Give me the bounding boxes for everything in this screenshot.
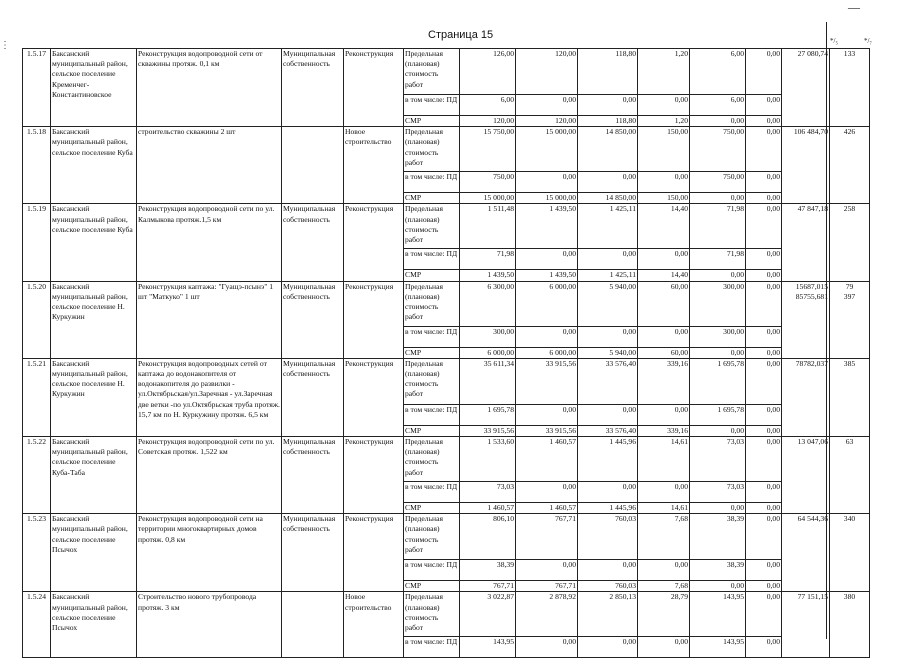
row-cost-label: в том числе: ПД [404,482,460,503]
row-value-cell: 750,00 [460,172,516,193]
row-value-cell: 0,00 [638,326,690,347]
row-value-cell: 760,03 [578,514,638,560]
row-work-type: Реконструкция [344,514,404,592]
row-cost-label: Предельная (плановая) стоимость работ [404,514,460,560]
row-value-cell: 0,00 [746,270,782,281]
row-cost-label: в том числе: ПД [404,560,460,581]
row-value-cell: 14 850,00 [578,127,638,172]
row-count: 79 397 [830,281,870,358]
row-value-cell: 38,39 [460,560,516,581]
row-value-cell: 0,00 [638,560,690,581]
row-total-cost: 47 847,18 [782,204,830,281]
table-row [23,514,870,560]
row-id: 1.5.18 [23,127,51,204]
row-value-cell: 0,00 [690,425,746,436]
row-value-cell: 1 460,57 [460,503,516,514]
row-value-cell: 0,00 [746,49,782,95]
row-cost-label: Предельная (плановая) стоимость работ [404,49,460,95]
row-value-cell: 1,20 [638,116,690,127]
row-description: Реконструкция водопроводной сети на территории многоквартирных домов протяж. 0,8 км [137,514,282,592]
row-value-cell: 0,00 [746,592,782,637]
row-cost-label: СМР [404,116,460,127]
page-title: Страница 15 [428,29,494,41]
row-value-cell: 73,03 [690,482,746,503]
row-value-cell: 15 000,00 [516,127,578,172]
row-location: Баксанский муниципальный район, сельское поселение Куба-Таба [51,437,137,514]
table-row [23,127,870,172]
row-value-cell: 15 000,00 [516,193,578,204]
row-id: 1.5.17 [23,49,51,127]
row-total-cost: 64 544,36 [782,514,830,592]
row-value-cell: 33 915,56 [516,425,578,436]
row-value-cell: 60,00 [638,347,690,358]
row-value-cell: 0,00 [516,326,578,347]
row-description: Строительство нового трубопровода протяж. 3 км [137,592,282,658]
row-value-cell: 0,00 [578,326,638,347]
row-value-cell: 0,00 [746,347,782,358]
row-value-cell: 0,00 [746,482,782,503]
row-cost-label: СМР [404,193,460,204]
row-ownership: Муниципальная собственность [282,514,344,592]
row-total-cost: 27 080,74 [782,49,830,127]
row-value-cell: 0,00 [690,193,746,204]
row-value-cell: 118,80 [578,116,638,127]
row-value-cell: 33 915,56 [460,425,516,436]
row-cost-label: в том числе: ПД [404,95,460,116]
row-cost-label: Предельная (плановая) стоимость работ [404,437,460,482]
row-location: Баксанский муниципальный район, сельское поселение Н. Куркужин [51,281,137,358]
row-value-cell: 1 695,78 [690,404,746,425]
row-value-cell: 5 940,00 [578,347,638,358]
row-value-cell: 150,00 [638,127,690,172]
row-description: Реконструкция каптажа: "Гуащэ-псынэ" 1 шт "Маткуко" 1 шт [137,281,282,358]
row-value-cell: 73,03 [460,482,516,503]
row-value-cell: 15 000,00 [460,193,516,204]
row-value-cell: 0,00 [746,172,782,193]
row-value-cell: 1,20 [638,49,690,95]
row-value-cell: 0,00 [746,95,782,116]
row-value-cell: 6 000,00 [516,347,578,358]
row-description: Реконструкция водопроводной сети по ул. Советская протяж. 1,522 км [137,437,282,514]
row-ownership: Муниципальная собственность [282,204,344,281]
row-cost-label: Предельная (плановая) стоимость работ [404,358,460,404]
row-value-cell: 7,68 [638,581,690,592]
row-value-cell: 0,00 [638,482,690,503]
row-value-cell: 0,00 [746,204,782,249]
row-value-cell: 0,00 [516,637,578,658]
row-cost-label: Предельная (плановая) стоимость работ [404,592,460,637]
row-work-type: Реконструкция [344,204,404,281]
row-value-cell: 300,00 [690,326,746,347]
row-value-cell: 0,00 [690,503,746,514]
table-row [23,281,870,326]
header-mark-1: */₅ [830,37,838,45]
header-mark-2: */₇ [864,37,872,45]
row-value-cell: 15 750,00 [460,127,516,172]
row-value-cell: 120,00 [516,116,578,127]
row-count: 426 [830,127,870,204]
row-value-cell: 33 576,40 [578,358,638,404]
row-value-cell: 1 695,78 [460,404,516,425]
row-ownership: Муниципальная собственность [282,358,344,436]
row-cost-label: СМР [404,270,460,281]
row-cost-label: СМР [404,581,460,592]
table-row [23,49,870,95]
row-total-cost: 13 047,06 [782,437,830,514]
row-value-cell: 126,00 [460,49,516,95]
row-work-type: Реконструкция [344,281,404,358]
row-value-cell: 0,00 [638,249,690,270]
row-count: 133 [830,49,870,127]
row-description: Реконструкция водопроводной сети от скважины протяж. 0,1 км [137,49,282,127]
row-value-cell: 0,00 [578,404,638,425]
row-total-cost: 77 151,15 [782,592,830,658]
row-value-cell: 1 445,96 [578,503,638,514]
row-value-cell: 38,39 [690,560,746,581]
row-cost-label: в том числе: ПД [404,249,460,270]
row-id: 1.5.20 [23,281,51,358]
row-location: Баксанский муниципальный район, сельское поселение Кременчег-Константиновское [51,49,137,127]
row-ownership: Муниципальная собственность [282,49,344,127]
row-work-type: Реконструкция [344,49,404,127]
row-value-cell: 14,40 [638,204,690,249]
row-value-cell: 5 940,00 [578,281,638,326]
row-cost-label: СМР [404,347,460,358]
row-value-cell: 300,00 [690,281,746,326]
row-cost-label: Предельная (плановая) стоимость работ [404,127,460,172]
row-value-cell: 6,00 [690,49,746,95]
row-cost-label: СМР [404,503,460,514]
table-row [23,204,870,249]
row-value-cell: 0,00 [578,560,638,581]
table-row [23,358,870,404]
row-value-cell: 14,40 [638,270,690,281]
row-value-cell: 0,00 [746,560,782,581]
row-value-cell: 767,71 [460,581,516,592]
row-value-cell: 35 611,34 [460,358,516,404]
row-value-cell: 0,00 [690,581,746,592]
row-ownership [282,592,344,658]
row-work-type: Реконструкция [344,437,404,514]
row-value-cell: 120,00 [460,116,516,127]
row-value-cell: 0,00 [746,116,782,127]
row-id: 1.5.21 [23,358,51,436]
row-value-cell: 750,00 [690,127,746,172]
row-value-cell: 0,00 [516,482,578,503]
row-count: 340 [830,514,870,592]
row-value-cell: 0,00 [746,425,782,436]
row-value-cell: 6 000,00 [460,347,516,358]
row-value-cell: 0,00 [746,193,782,204]
row-count: 380 [830,592,870,658]
row-value-cell: 760,03 [578,581,638,592]
row-value-cell: 1 695,78 [690,358,746,404]
row-location: Баксанский муниципальный район, сельское поселение Н. Куркужин [51,358,137,436]
row-value-cell: 33 576,40 [578,425,638,436]
row-value-cell: 1 533,60 [460,437,516,482]
row-value-cell: 143,95 [690,592,746,637]
row-value-cell: 0,00 [578,637,638,658]
row-value-cell: 0,00 [690,347,746,358]
row-description: строительство скважины 2 шт [137,127,282,204]
row-value-cell: 0,00 [578,95,638,116]
row-value-cell: 300,00 [460,326,516,347]
row-value-cell: 806,10 [460,514,516,560]
row-cost-label: Предельная (плановая) стоимость работ [404,204,460,249]
row-cost-label: Предельная (плановая) стоимость работ [404,281,460,326]
row-value-cell: 71,98 [690,204,746,249]
row-value-cell: 0,00 [746,249,782,270]
row-cost-label: в том числе: ПД [404,172,460,193]
row-value-cell: 0,00 [516,172,578,193]
row-value-cell: 0,00 [746,581,782,592]
row-count: 63 [830,437,870,514]
row-value-cell: 750,00 [690,172,746,193]
row-id: 1.5.22 [23,437,51,514]
row-cost-label: в том числе: ПД [404,637,460,658]
row-value-cell: 14 850,00 [578,193,638,204]
row-value-cell: 339,16 [638,358,690,404]
row-location: Баксанский муниципальный район, сельское поселение Куба [51,204,137,281]
row-total-cost: 106 484,70 [782,127,830,204]
row-cost-label: СМР [404,425,460,436]
row-value-cell: 0,00 [516,404,578,425]
row-value-cell: 339,16 [638,425,690,436]
margin-mark: ⋮ [0,40,10,51]
row-value-cell: 1 460,57 [516,437,578,482]
row-value-cell: 1 511,48 [460,204,516,249]
row-value-cell: 73,03 [690,437,746,482]
row-value-cell: 71,98 [460,249,516,270]
row-value-cell: 120,00 [516,49,578,95]
row-count: 258 [830,204,870,281]
row-value-cell: 2 850,13 [578,592,638,637]
row-value-cell: 6 300,00 [460,281,516,326]
row-location: Баксанский муниципальный район, сельское поселение Псычох [51,592,137,658]
row-value-cell: 3 022,87 [460,592,516,637]
row-value-cell: 0,00 [746,281,782,326]
row-id: 1.5.19 [23,204,51,281]
row-work-type: Реконструкция [344,358,404,436]
row-value-cell: 1 439,50 [516,270,578,281]
row-value-cell: 6,00 [460,95,516,116]
row-value-cell: 0,00 [578,482,638,503]
row-cost-label: в том числе: ПД [404,404,460,425]
row-value-cell: 28,79 [638,592,690,637]
row-value-cell: 0,00 [746,404,782,425]
row-ownership: Муниципальная собственность [282,437,344,514]
row-value-cell: 0,00 [746,437,782,482]
row-ownership: Муниципальная собственность [282,281,344,358]
row-value-cell: 0,00 [638,404,690,425]
row-location: Баксанский муниципальный район, сельское поселение Псычох [51,514,137,592]
row-value-cell: 0,00 [746,514,782,560]
row-value-cell: 150,00 [638,193,690,204]
row-value-cell: 0,00 [638,172,690,193]
row-description: Реконструкция водопроводной сети по ул. Калмыкова протяж.1,5 км [137,204,282,281]
row-value-cell: 1 439,50 [516,204,578,249]
row-value-cell: 767,71 [516,514,578,560]
corner-mark: — [848,0,860,14]
row-value-cell: 0,00 [516,95,578,116]
row-value-cell: 0,00 [746,326,782,347]
row-value-cell: 71,98 [690,249,746,270]
row-value-cell: 14,61 [638,503,690,514]
row-value-cell: 1 439,50 [460,270,516,281]
row-value-cell: 0,00 [516,249,578,270]
row-value-cell: 0,00 [746,503,782,514]
row-value-cell: 0,00 [516,560,578,581]
row-total-cost: 15687,015 85755,681 [782,281,830,358]
row-id: 1.5.24 [23,592,51,658]
row-value-cell: 1 445,96 [578,437,638,482]
row-value-cell: 118,80 [578,49,638,95]
row-value-cell: 33 915,56 [516,358,578,404]
row-value-cell: 767,71 [516,581,578,592]
row-id: 1.5.23 [23,514,51,592]
row-total-cost: 78782,037 [782,358,830,436]
row-value-cell: 0,00 [746,358,782,404]
row-value-cell: 143,95 [460,637,516,658]
row-value-cell: 0,00 [638,637,690,658]
row-value-cell: 0,00 [690,116,746,127]
row-value-cell: 1 460,57 [516,503,578,514]
row-value-cell: 6 000,00 [516,281,578,326]
row-cost-label: в том числе: ПД [404,326,460,347]
row-value-cell: 0,00 [746,637,782,658]
row-value-cell: 38,39 [690,514,746,560]
row-location: Баксанский муниципальный район, сельское поселение Куба [51,127,137,204]
row-value-cell: 143,95 [690,637,746,658]
construction-table [22,48,870,658]
row-value-cell: 1 425,11 [578,204,638,249]
row-value-cell: 0,00 [746,127,782,172]
row-value-cell: 0,00 [690,270,746,281]
row-value-cell: 0,00 [578,249,638,270]
row-ownership [282,127,344,204]
row-value-cell: 6,00 [690,95,746,116]
row-work-type: Новое строительство [344,592,404,658]
row-work-type: Новое строительство [344,127,404,204]
row-value-cell: 2 878,92 [516,592,578,637]
row-count: 385 [830,358,870,436]
row-value-cell: 60,00 [638,281,690,326]
row-value-cell: 1 425,11 [578,270,638,281]
row-value-cell: 14,61 [638,437,690,482]
row-description: Реконструкция водопроводных сетей от каптажа до водонакопителя от водонакопителя до развилки - ул.Октябрьская/ул.Заречная - ул.Заречная две ветки -по ул.Октябрьская труба протяж. 15,7 км по Н. Куркужину протяж. 6,5 км [137,358,282,436]
row-value-cell: 0,00 [578,172,638,193]
table-row [23,437,870,482]
table-row [23,592,870,637]
row-value-cell: 0,00 [638,95,690,116]
row-value-cell: 7,68 [638,514,690,560]
